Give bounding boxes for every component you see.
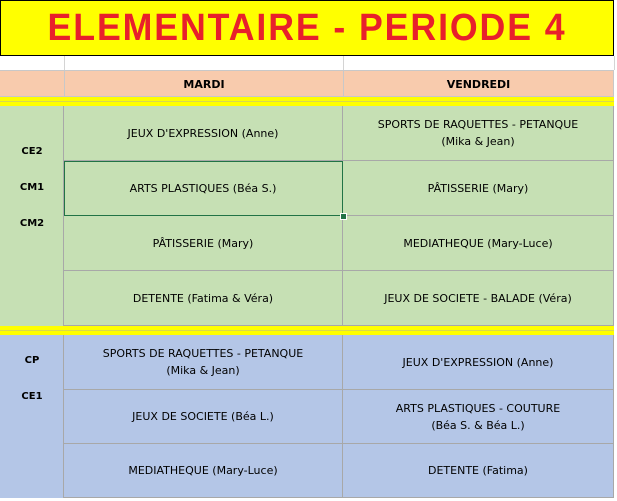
header-row xyxy=(0,70,614,97)
gridline xyxy=(64,56,65,70)
schedule-cell-mardi-selected[interactable] xyxy=(64,161,343,216)
schedule-cell-mardi[interactable] xyxy=(64,390,343,444)
level-label-column xyxy=(0,106,64,326)
activity-text: DETENTE (Fatima & Véra) xyxy=(132,291,274,305)
level-label: CM2 xyxy=(19,218,45,229)
level-label-column xyxy=(0,335,64,498)
schedule-cell-mardi[interactable] xyxy=(64,444,343,498)
yellow-separator xyxy=(0,97,614,106)
activity-text: PÂTISSERIE (Mary) xyxy=(152,236,254,250)
level-label: CP xyxy=(24,355,40,366)
page-title: ELEMENTAIRE - PERIODE 4 xyxy=(47,6,567,49)
schedule-cell-vendredi[interactable] xyxy=(343,106,614,161)
schedule-cell-mardi[interactable] xyxy=(64,216,343,271)
activity-text: JEUX DE SOCIETE - BALADE (Véra) xyxy=(384,291,572,305)
activity-text: SPORTS DE RAQUETTES - PETANQUE xyxy=(102,347,304,360)
header-mardi[interactable]: MARDI xyxy=(64,71,343,97)
schedule-cell-vendredi[interactable] xyxy=(343,271,614,326)
activity-staff: (Béa S. & Béa L.) xyxy=(431,418,525,432)
gridline xyxy=(343,56,344,70)
schedule-cell-vendredi[interactable] xyxy=(343,335,614,390)
activity-text: SPORTS DE RAQUETTES - PETANQUE xyxy=(377,118,579,131)
activity-text: DETENTE (Fatima) xyxy=(428,464,528,477)
yellow-separator xyxy=(0,326,614,335)
activity-text: JEUX D'EXPRESSION (Anne) xyxy=(402,355,554,369)
gridline xyxy=(614,56,615,70)
title-bar xyxy=(0,0,614,56)
selection-fill-handle[interactable] xyxy=(340,213,347,220)
level-label: CM1 xyxy=(19,182,45,193)
activity-text: JEUX D'EXPRESSION (Anne) xyxy=(127,126,279,140)
header-vendredi[interactable]: VENDREDI xyxy=(343,71,614,97)
activity-text: MEDIATHEQUE (Mary-Luce) xyxy=(403,236,553,250)
section-cp-ce1 xyxy=(0,335,614,498)
activity-staff: (Mika & Jean) xyxy=(166,364,240,377)
activity-text: ARTS PLASTIQUES - COUTURE xyxy=(395,401,561,415)
section-ce2-cm1-cm2 xyxy=(0,106,614,326)
activity-text: MEDIATHEQUE (Mary-Luce) xyxy=(128,464,278,477)
activity-staff: (Mika & Jean) xyxy=(441,135,515,148)
schedule-cell-vendredi[interactable] xyxy=(343,216,614,271)
header-corner-cell[interactable] xyxy=(0,71,64,97)
empty-grid-row xyxy=(0,56,617,70)
schedule-cell-mardi[interactable] xyxy=(64,106,343,161)
level-label: CE1 xyxy=(21,391,43,402)
schedule-cell-mardi[interactable] xyxy=(64,271,343,326)
activity-text: ARTS PLASTIQUES (Béa S.) xyxy=(129,181,277,195)
schedule-cell-vendredi[interactable] xyxy=(343,444,614,498)
schedule-cell-mardi[interactable] xyxy=(64,335,343,390)
schedule-cell-vendredi[interactable] xyxy=(343,161,614,216)
schedule-cell-vendredi[interactable] xyxy=(343,390,614,444)
activity-text: JEUX DE SOCIETE (Béa L.) xyxy=(132,410,274,423)
activity-text: PÂTISSERIE (Mary) xyxy=(427,181,529,195)
level-label: CE2 xyxy=(21,146,43,157)
